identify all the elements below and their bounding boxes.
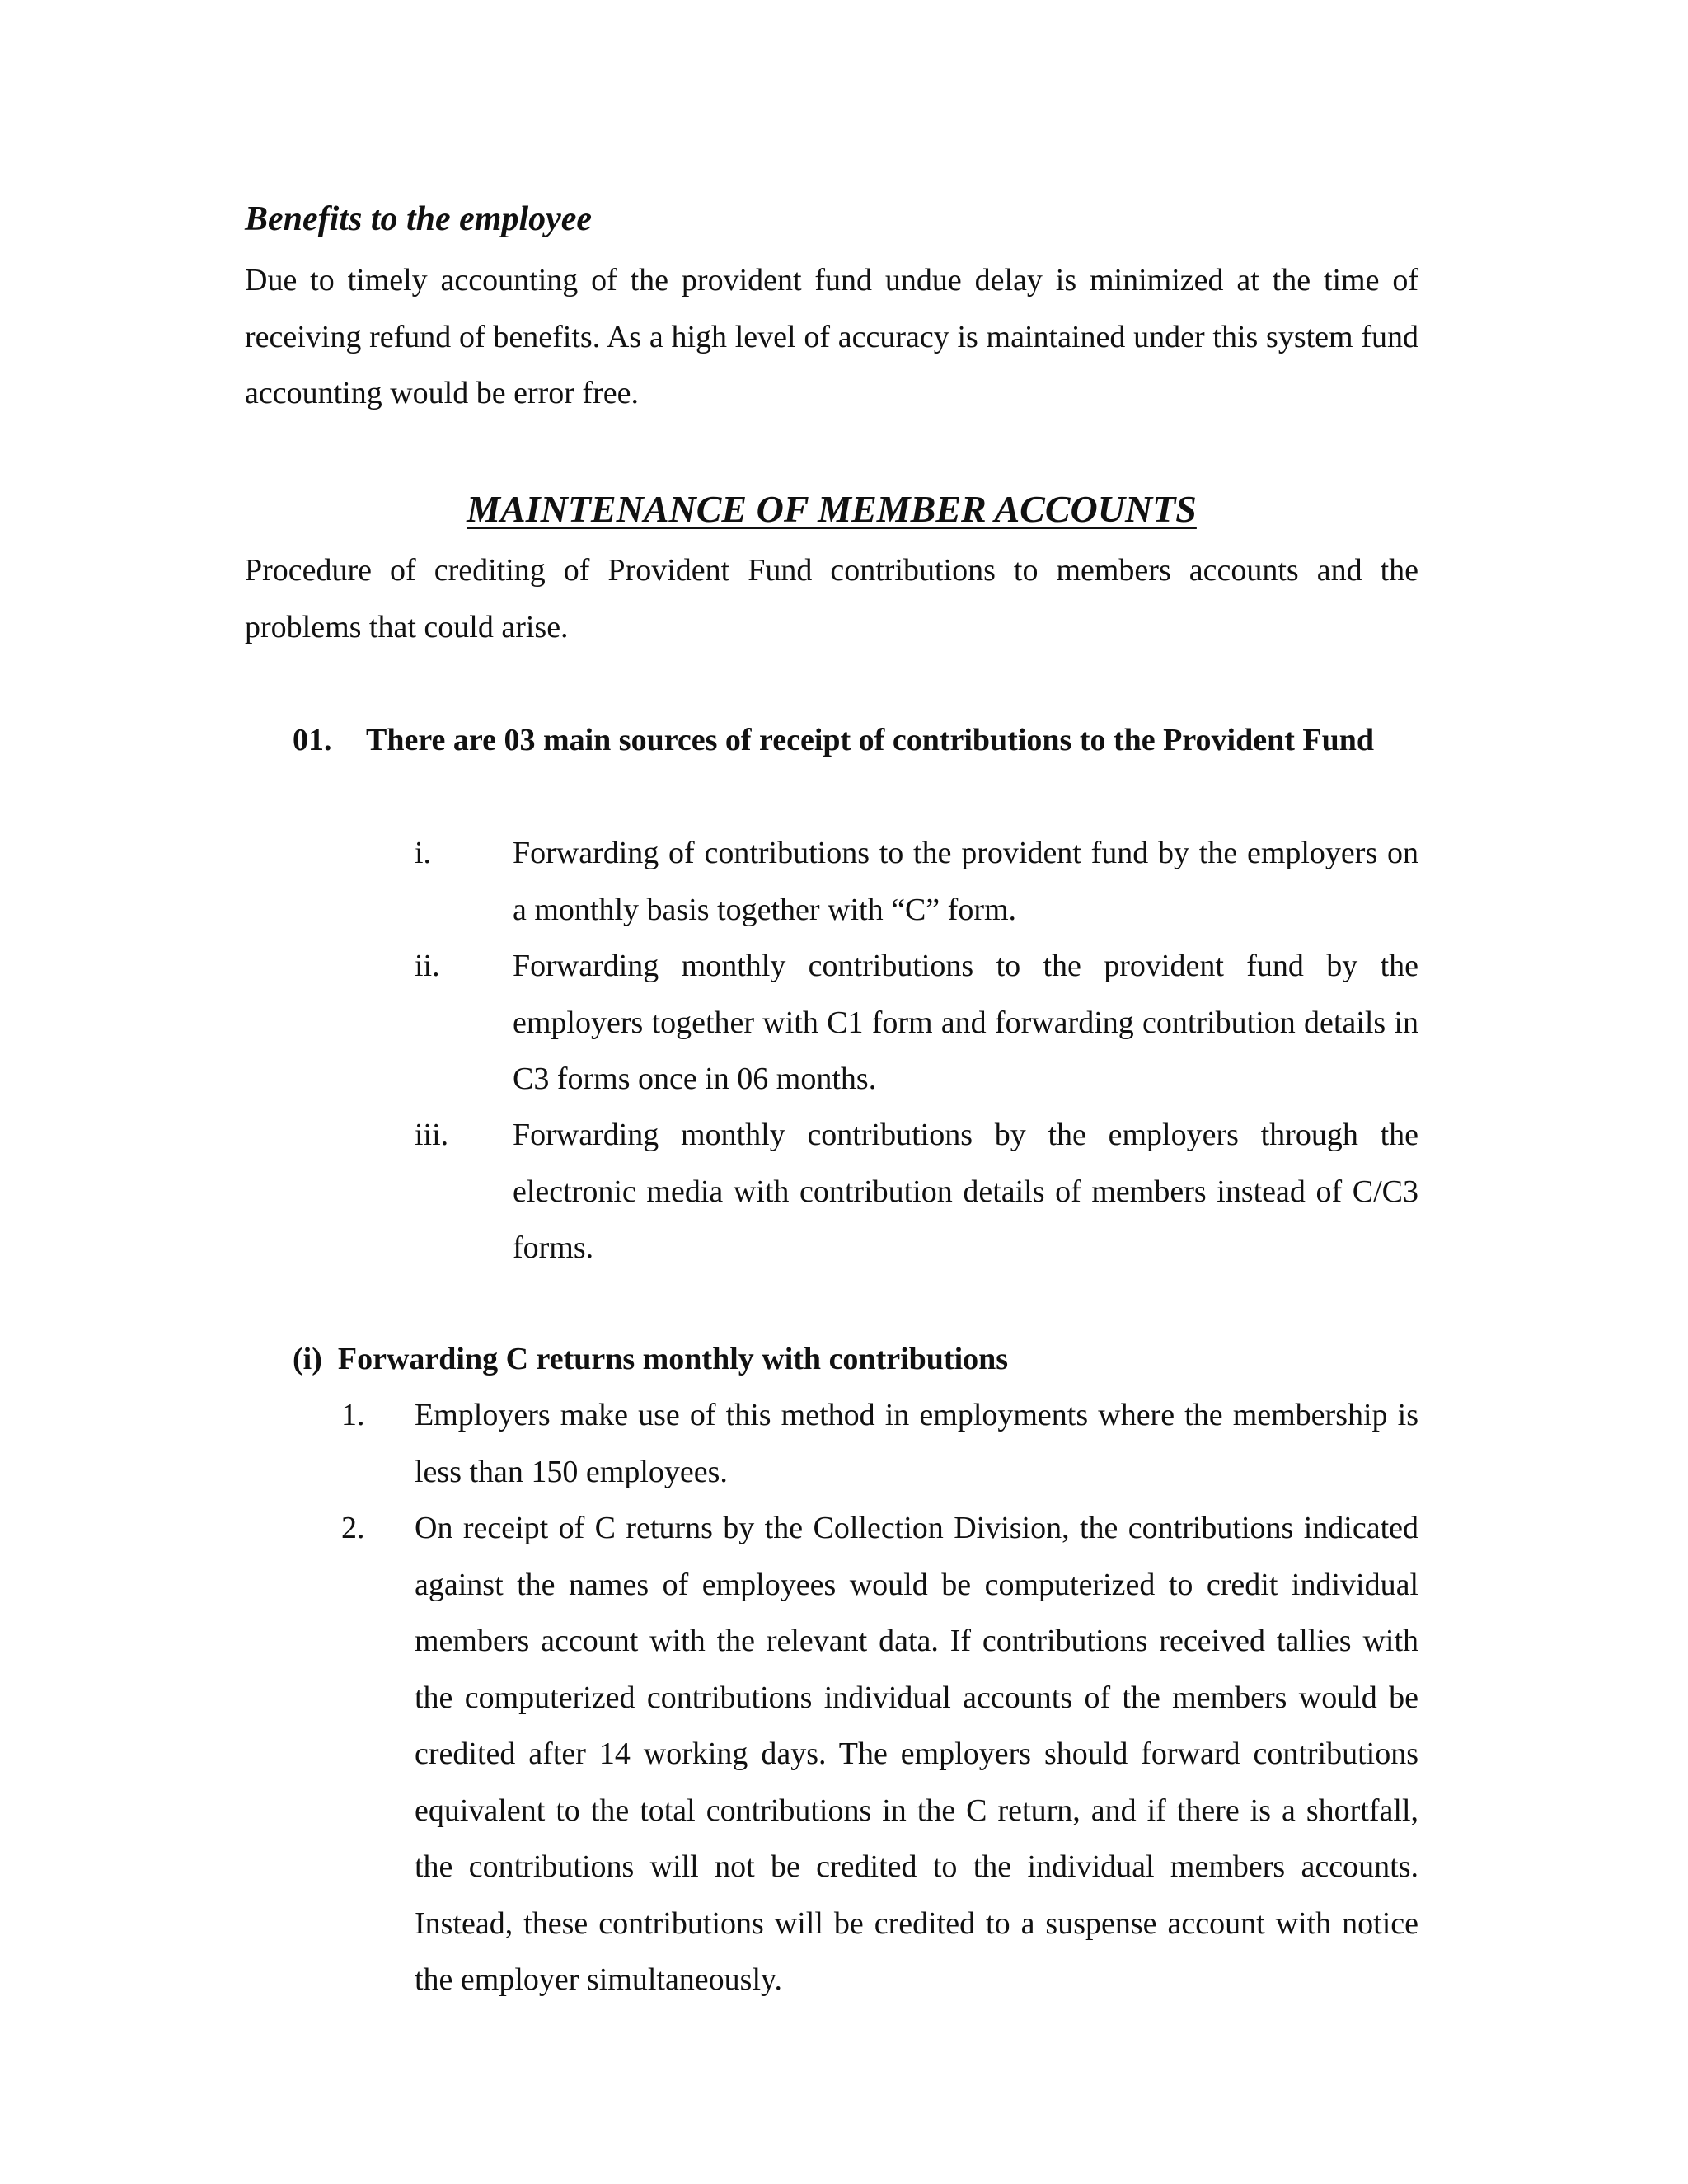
benefits-paragraph: Due to timely accounting of the provident fund undue delay is minimized at the time of receiving refund of benefits. As a high level of accuracy is maintained under this system fund accounting would be error free. xyxy=(245,263,1418,410)
list-item-text: Forwarding monthly contributions by the employers through the electronic media with contribution details of members instead of C/C3 forms. xyxy=(513,1118,1418,1265)
list-item-text: Employers make use of this method in employments where the membership is less than 150 employees. xyxy=(415,1398,1418,1489)
list-item-text: On receipt of C returns by the Collection Division, the contributions indicated against the names of employees would be computerized to credit individual members account with the relevant data. If contributions received tallies with the computerized contributions individual accounts of the members would be credited after 14 working days. The employers should forward contributions equivalent to the total contributions in the C return, and if there is a shortfall, the contributions will not be credited to the individual members accounts. Instead, these contributions will be credited to a suspense account with notice the employer simultaneously. xyxy=(415,1511,1418,1997)
list-item-marker: 2. xyxy=(341,1511,365,1545)
sources-number: 01. xyxy=(293,723,332,757)
list-item-marker: 1. xyxy=(341,1398,365,1432)
maintenance-intro: Procedure of crediting of Provident Fund contributions to members accounts and the problems that could arise. xyxy=(245,553,1418,644)
list-item-marker: ii. xyxy=(415,949,440,983)
sources-heading-text: There are 03 main sources of receipt of contributions to the Provident Fund xyxy=(366,723,1374,757)
list-item-text: Forwarding monthly contributions to the provident fund by the employers together with C1 form and forwarding contribution details in C3 forms once in 06 months. xyxy=(513,949,1418,1096)
list-item-marker: i. xyxy=(415,836,432,870)
list-item-text: Forwarding of contributions to the provident fund by the employers on a monthly basis together with “C” form. xyxy=(513,836,1418,927)
sources-heading xyxy=(366,712,1418,769)
benefits-heading: Benefits to the employee xyxy=(245,200,593,238)
list-item-marker: iii. xyxy=(415,1118,449,1152)
maintenance-heading: MAINTENANCE OF MEMBER ACCOUNTS xyxy=(467,488,1197,530)
section-i-heading: (i) Forwarding C returns monthly with contributions xyxy=(293,1342,1009,1376)
